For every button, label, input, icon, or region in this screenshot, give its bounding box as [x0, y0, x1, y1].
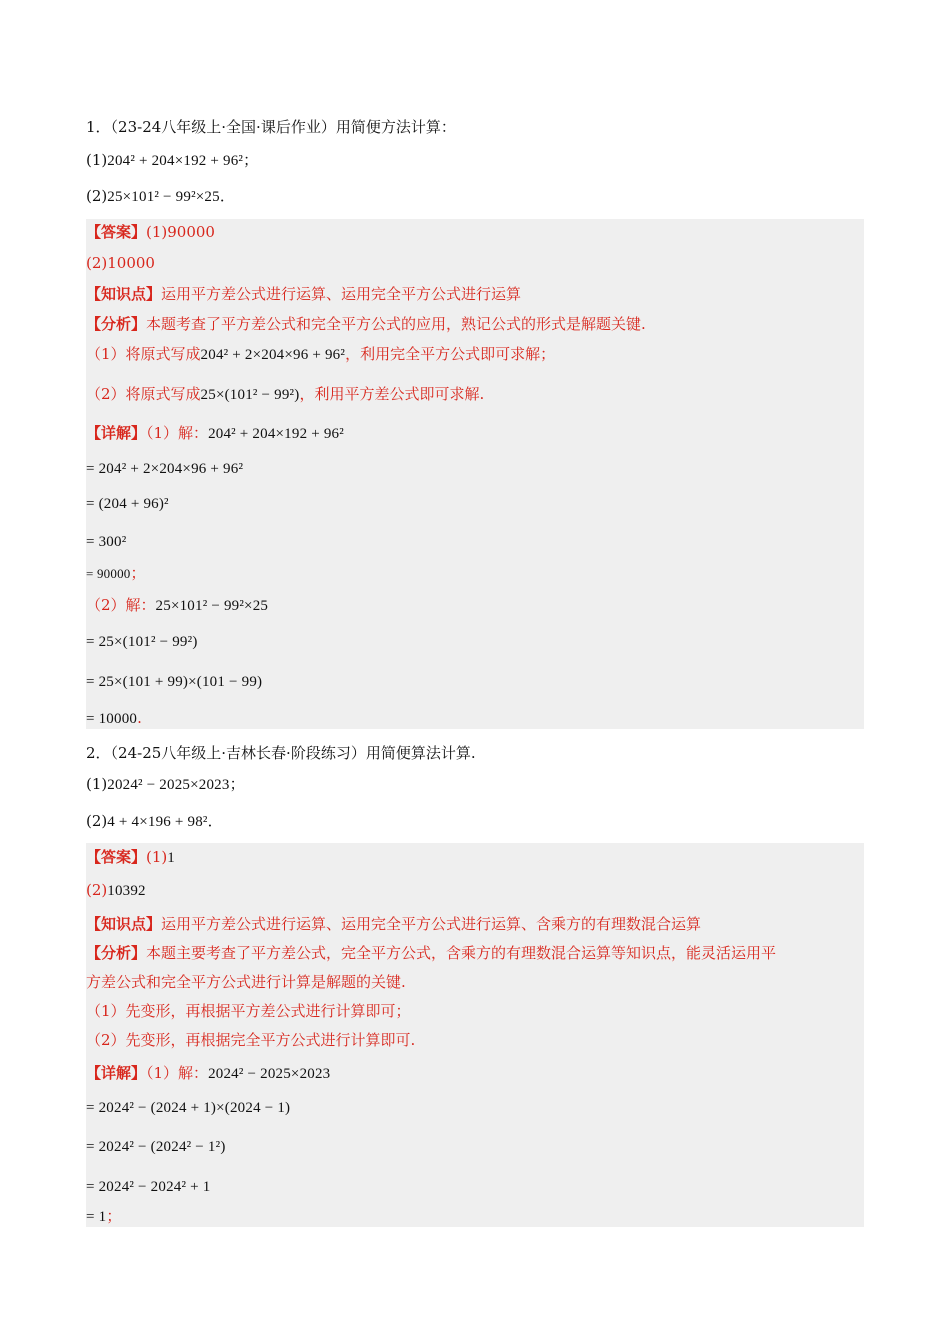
- q2-answer1-label: (1): [146, 848, 168, 866]
- q2-answer1-val: 1: [167, 850, 175, 866]
- q1-knowledge-tag: 【知识点】: [86, 285, 162, 303]
- q2-analysis-step2: （2）先变形，再根据完全平方公式进行计算即可.: [86, 1031, 416, 1049]
- q1-part2: [86, 186, 235, 207]
- q1-analysis-step2: [86, 384, 484, 405]
- q1-d2-head: （2）解：: [86, 596, 156, 614]
- q1-d1-head: （1）解：: [146, 424, 209, 442]
- q2-d1-head: （1）解：: [146, 1064, 209, 1082]
- q2-part1-expr: 2024² − 2025×2023；: [107, 777, 245, 793]
- q1-d2-head-row: [86, 595, 268, 616]
- q2-header: 2．（24-25八年级上·吉林长春·阶段练习）用简便算法计算.: [86, 744, 476, 762]
- q1-answer2: (2)10000: [86, 254, 155, 272]
- q2-knowledge: [86, 914, 701, 934]
- q2-d1-line4-end: ；: [106, 1207, 122, 1225]
- q1-d1-line2: = (204 + 96)²: [86, 496, 169, 512]
- q1-d1-line0: 204² + 204×192 + 96²: [208, 426, 344, 442]
- q2-answer2-val: 10392: [107, 883, 146, 899]
- q1-analysis-tag: 【分析】: [86, 315, 147, 333]
- q1-knowledge-text: 运用平方差公式进行运算、运用完全平方公式进行运算: [161, 285, 522, 303]
- q1-d1-line3: = 300²: [86, 534, 127, 550]
- q2-knowledge-tag: 【知识点】: [86, 915, 162, 933]
- q1-detail-tag: 【详解】: [86, 424, 147, 442]
- q2-knowledge-text: 运用平方差公式进行运算、运用完全平方公式进行运算、含乘方的有理数混合运算: [161, 915, 702, 933]
- q2-part1-label: (1): [86, 775, 108, 793]
- q1-part1: [86, 150, 258, 171]
- q2-d1-line4: = 1: [86, 1209, 107, 1225]
- q1-d2-line0: 25×101² − 99²×25: [155, 598, 269, 614]
- q1-part1-label: (1): [86, 151, 108, 169]
- q2-d1-line3: = 2024² − 2024² + 1: [86, 1179, 211, 1195]
- q1-header: 1．（23-24八年级上·全国·课后作业）用简便方法计算：: [86, 118, 456, 136]
- q2-answer-tag: 【答案】: [86, 848, 147, 866]
- q2-d1-line1: = 2024² − (2024 + 1)×(2024 − 1): [86, 1100, 291, 1116]
- q2-part2: [86, 811, 223, 832]
- q2-analysis-line1: 本题主要考查了平方差公式，完全平方公式，含乘方的有理数混合运算等知识点，能灵活运用平: [146, 944, 777, 962]
- q2-analysis-tag: 【分析】: [86, 944, 147, 962]
- q1-part2-expr: 25×101² − 99²×25．: [107, 189, 236, 205]
- q1-detail-head: [86, 423, 344, 444]
- q1-d2-line3-row: [86, 708, 142, 729]
- q2-d1-line0: 2024² − 2025×2023: [208, 1066, 331, 1082]
- q1-d1-line4: = 90000: [86, 566, 131, 581]
- q1-answer1: (1)90000: [146, 223, 215, 241]
- q2-part2-label: (2): [86, 812, 108, 830]
- q1-answer: [86, 222, 215, 242]
- q2-detail-head: [86, 1063, 330, 1084]
- q1-d2-line3: = 10000: [86, 711, 138, 727]
- q1-analysis: [86, 314, 646, 334]
- q2-answer2: [86, 880, 146, 901]
- q1-analysis-step1: [86, 344, 555, 365]
- q2-detail-tag: 【详解】: [86, 1064, 147, 1082]
- q2-d1-line2: = 2024² − (2024² − 1²): [86, 1139, 226, 1155]
- q1-a1-post: ，利用完全平方公式即可求解；: [345, 345, 556, 363]
- q1-a2-post: ，利用平方差公式即可求解.: [299, 385, 485, 403]
- q2-analysis-step1: （1）先变形，再根据平方差公式进行计算即可；: [86, 1002, 411, 1020]
- q2-analysis: [86, 943, 776, 963]
- q2-part1: [86, 774, 245, 795]
- q2-d1-line4-row: [86, 1206, 121, 1227]
- q1-analysis-text: 本题考查了平方差公式和完全平方公式的应用，熟记公式的形式是解题关键.: [146, 315, 646, 333]
- q1-answer-tag: 【答案】: [86, 223, 147, 241]
- q1-d2-line1: = 25×(101² − 99²): [86, 634, 198, 650]
- q1-knowledge: [86, 284, 521, 304]
- q1-a2-expr: 25×(101² − 99²): [200, 387, 300, 403]
- q1-d2-line2: = 25×(101 + 99)×(101 − 99): [86, 674, 263, 690]
- q1-d1-line4-end: ；: [130, 564, 146, 582]
- q1-d1-line1: = 204² + 2×204×96 + 96²: [86, 461, 244, 477]
- q1-a2-pre: （2）将原式写成: [86, 385, 201, 403]
- q1-part1-expr: 204² + 204×192 + 96²；: [107, 153, 259, 169]
- q1-d2-line3-end: .: [137, 709, 142, 727]
- q2-answer2-label: (2): [86, 881, 108, 899]
- q2-analysis-line2: 方差公式和完全平方公式进行计算是解题的关键.: [86, 973, 406, 991]
- q1-d1-line4-row: [86, 563, 146, 584]
- q2-answer: [86, 847, 175, 868]
- q1-part2-label: (2): [86, 187, 108, 205]
- q1-a1-expr: 204² + 2×204×96 + 96²: [200, 347, 346, 363]
- q1-a1-pre: （1）将原式写成: [86, 345, 201, 363]
- q2-part2-expr: 4 + 4×196 + 98²．: [107, 814, 223, 830]
